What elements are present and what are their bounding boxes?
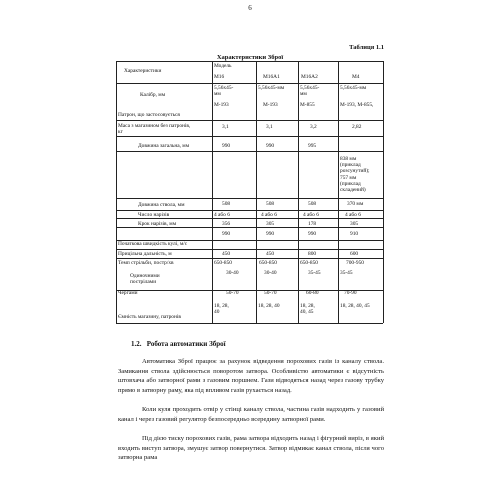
header-model-m16a2: M16A2 (301, 74, 318, 80)
cell-muzzle-velocity-m16a1: 990 (266, 231, 275, 237)
row-label-mass: Маса з магазином без патронів, кг (118, 123, 191, 136)
cell-muzzle-velocity-m4: 910 (350, 231, 359, 237)
row-label-overall-length: Довжина загальна, мм (138, 143, 190, 149)
cell-muzzle-velocity-m16a2: 990 (308, 231, 317, 237)
header-model-m16a1: M16A1 (263, 74, 280, 80)
cell-single-shots-m16a2: 35-45 (308, 270, 321, 276)
cell-caliber-m16a1: 5,56x45-мм (258, 85, 285, 91)
cell-cartridge-m16: M-193 (214, 102, 229, 108)
row-label-caliber: Калібр, мм (140, 92, 166, 98)
cell-overall-length-m16a1: 990 (266, 143, 275, 149)
section-number: 1.2. (131, 340, 142, 348)
cell-cartridge-m16a1: M-193 (263, 102, 278, 108)
cell-barrel-length-m16: 508 (222, 201, 231, 207)
cell-mass-m16: 3,1 (222, 124, 229, 130)
row-label-barrel-length: Довжина ствола, мм (138, 202, 185, 208)
cell-bursts-m16: 50-70 (226, 290, 239, 296)
row-label-bursts: Чергами (118, 290, 138, 296)
row-label-magazine-capacity: Ємність магазину, патронів (118, 314, 181, 320)
row-label-cartridge: Патрон, що застосовується (118, 112, 180, 118)
cell-rifling-count-m16: 4 або 6 (214, 212, 230, 218)
body-paragraph: Під дією тиску порохових газів, рама затвора відходить назад і фігурний виріз, в який входить виступ затвора, змушує затвор повернутися. Затвор відмикає канал ствола, після чого затворна рама (118, 435, 384, 462)
cell-mass-m4: 2,82 (352, 124, 362, 130)
cell-rifling-count-m4: 4 або 6 (345, 212, 361, 218)
cell-effective-range-m16a1: 450 (266, 251, 275, 257)
cell-effective-range-m16: 450 (222, 251, 231, 257)
cell-rate-of-fire-m16: 650-850 (214, 260, 232, 266)
cell-effective-range-m4: 600 (350, 251, 359, 257)
cell-effective-range-m16a2: 800 (308, 251, 317, 257)
cell-bursts-m16a1: 50-70 (264, 290, 277, 296)
row-label-rifling-pitch: Крок нарізів, мм (138, 221, 177, 227)
cell-rifling-pitch-m16a1: 305 (266, 221, 275, 227)
cell-overall-length-m16: 990 (222, 143, 231, 149)
cell-rifling-count-m16a2: 4 або 6 (303, 212, 319, 218)
cell-muzzle-velocity-m16: 990 (222, 231, 231, 237)
header-model: Модель (214, 63, 232, 69)
cell-magazine-capacity-m4: 18, 28, 40, 45 (340, 303, 370, 309)
body-paragraph: Коли куля проходить отвір у стінці каналу ствола, частина газів надходить у газовий канал і через газовий регулятор безпосередньо всередину затворної рами. (118, 406, 384, 423)
header-model-m4: M4 (352, 74, 360, 80)
table-label: Таблиця 1.1 (349, 44, 384, 51)
cell-barrel-length-m16a1: 508 (266, 201, 275, 207)
row-label-rifling-count: Число нарізів (138, 212, 170, 218)
header-characteristics: Характеристики (124, 68, 162, 74)
cell-mass-m16a1: 3,1 (266, 124, 273, 130)
cell-single-shots-m16: 30-40 (226, 270, 239, 276)
cell-rifling-pitch-m16a2: 178 (308, 221, 317, 227)
cell-single-shots-m16a1: 30-40 (264, 270, 277, 276)
section-title: Робота автоматики Зброї (146, 340, 226, 348)
cell-single-shots-m4: 35-45 (340, 270, 353, 276)
cell-cartridge-m4: M-193, M-855, (340, 102, 374, 108)
cell-barrel-length-m4: 370 мм (347, 201, 364, 207)
header-model-m16: M16 (214, 74, 225, 80)
cell-bursts-m16a2: 60-80 (306, 290, 319, 296)
row-label-effective-range: Прицільна дальність, м (118, 251, 172, 257)
cell-overall-length-m16a2: 995 (308, 143, 317, 149)
cell-rate-of-fire-m16a2: 650-850 (300, 260, 318, 266)
cell-bursts-m4: 70-90 (344, 290, 357, 296)
cell-cartridge-m16a2: M-855 (300, 102, 315, 108)
specifications-table (116, 61, 383, 323)
cell-magazine-capacity-m16: 18, 28, 40 (214, 303, 229, 316)
row-label-muzzle-velocity: Початкова швидкість кулі, м/с (118, 241, 188, 247)
cell-rifling-count-m16a1: 4 або 6 (261, 212, 277, 218)
row-label-rate-of-fire: Темп стрільби, постр/хв (118, 260, 174, 266)
cell-overall-length-m4: 838 мм (приклад розсунутий); 757 мм (приклад складений) (340, 156, 370, 194)
row-label-single-shots: Одиночними пострілами (130, 273, 160, 286)
cell-rifling-pitch-m16: 356 (222, 221, 231, 227)
page-number: 6 (248, 4, 252, 12)
cell-caliber-m16: 5,56x45- мм (214, 85, 234, 98)
body-paragraph: Автоматика Зброї працює за рахунок відведення порохових газів із каналу ствола. Замикання ствола здійснюється поворотом затвора. Особливістю автоматики є відсутність штовхача або затворної рами з газовим поршнем. Гази відводяться назад через газову трубку прямо в затворну раму, яка під впливом газів рухається назад. (118, 358, 384, 394)
cell-magazine-capacity-m16a2: 18, 28, 40, 45 (300, 303, 315, 316)
table-caption: Характеристики Зброї (216, 54, 284, 61)
section-heading (131, 340, 226, 348)
cell-caliber-m4: 5,56x45-мм (340, 85, 367, 91)
cell-rate-of-fire-m4: 700-950 (346, 260, 364, 266)
cell-magazine-capacity-m16a1: 18, 28, 40 (258, 303, 280, 309)
cell-barrel-length-m16a2: 508 (308, 201, 317, 207)
cell-rifling-pitch-m4: 305 (350, 221, 359, 227)
cell-caliber-m16a2: 5,56x45- мм (300, 85, 320, 98)
cell-mass-m16a2: 3,2 (310, 124, 317, 130)
cell-rate-of-fire-m16a1: 650-850 (259, 260, 277, 266)
